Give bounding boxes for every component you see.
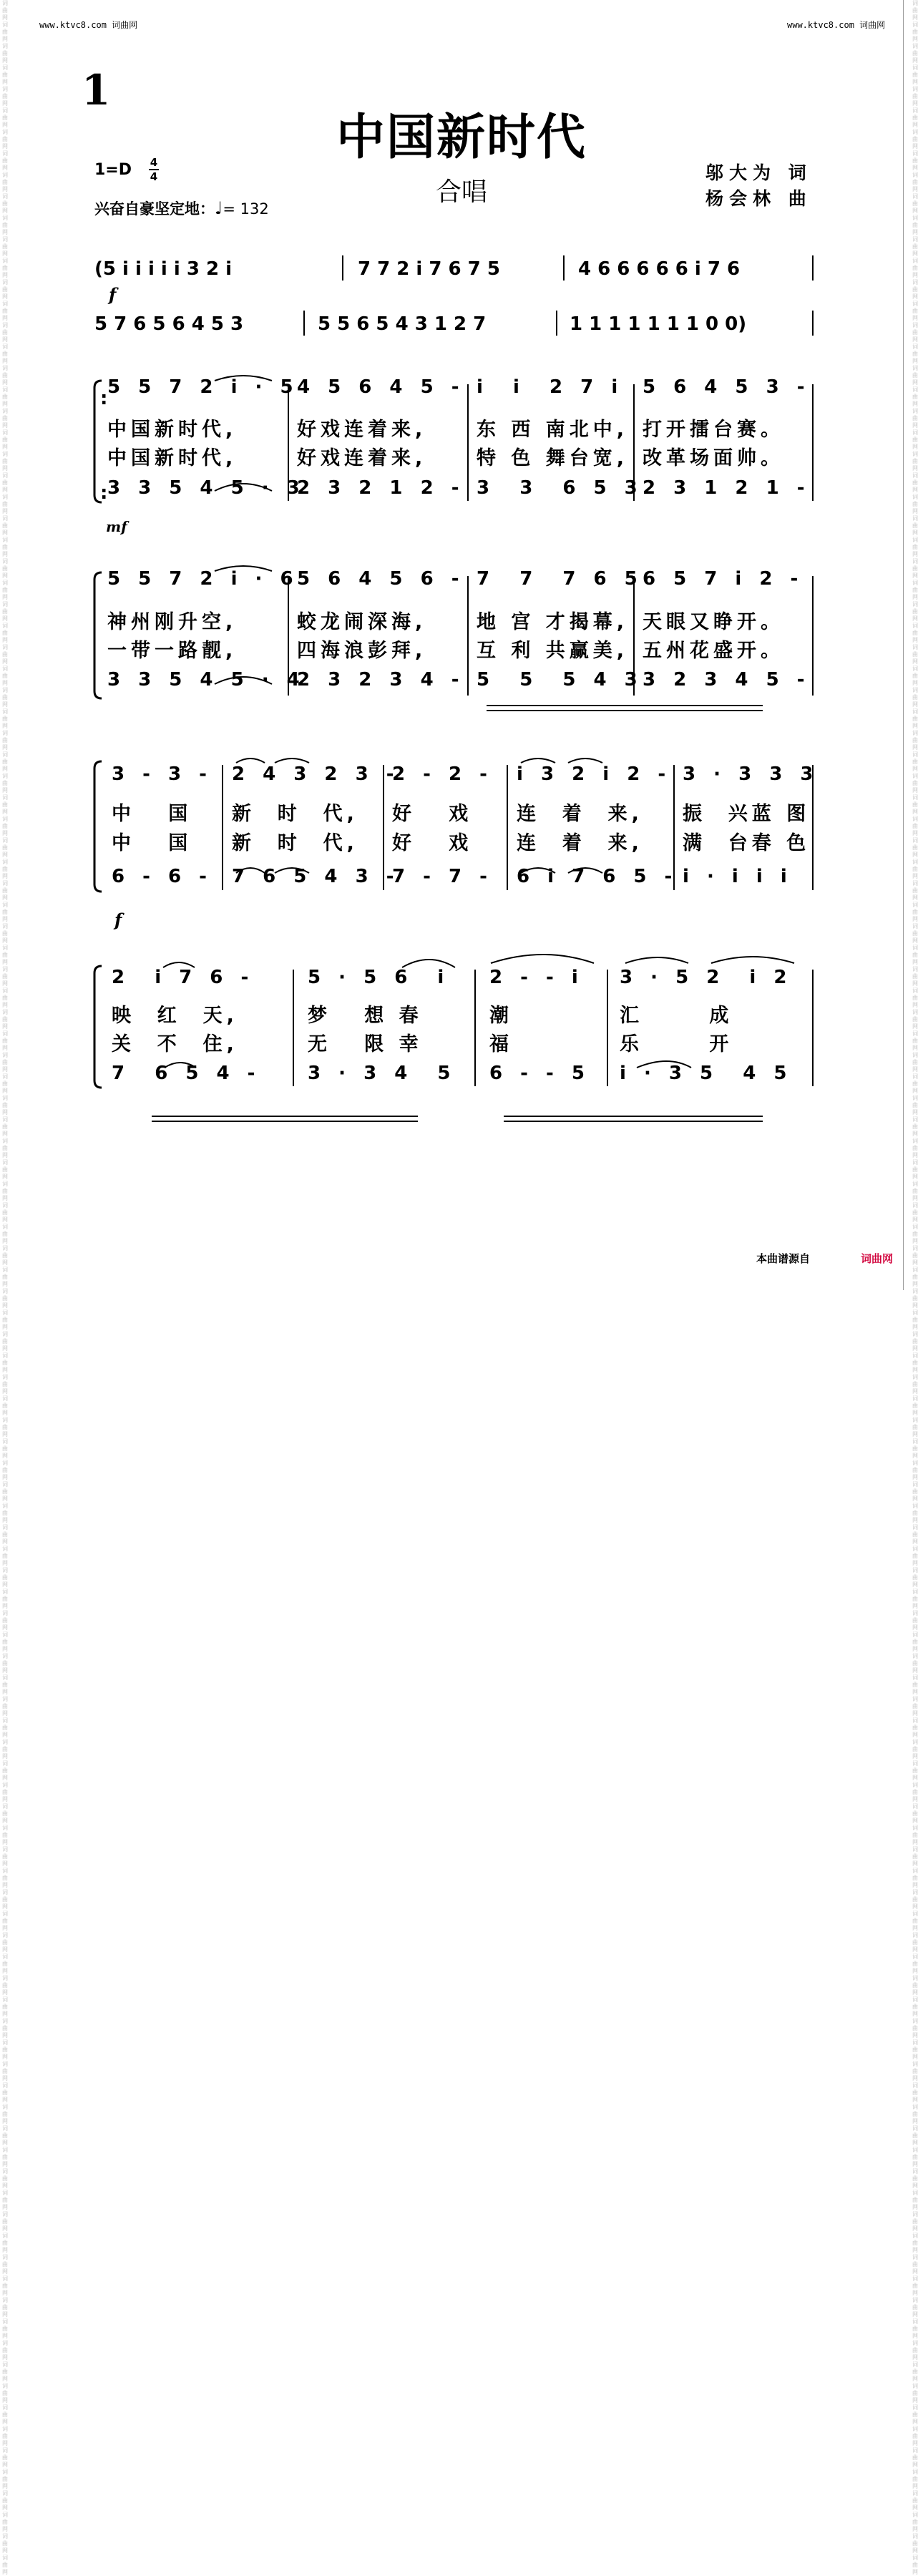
system4-lyric1-measure-3: 潮 <box>489 1005 513 1027</box>
intro-measure-5: 5 5 6 5 4 3 1 2 7 <box>318 313 487 335</box>
system3-bottom-measure-5: i · i i i <box>683 866 793 887</box>
system1-lyric2-measure-4: 改革场面帅。 <box>643 447 784 469</box>
system2-lyric1-measure-2: 蛟龙闹深海, <box>297 611 427 633</box>
system3-top-measure-4: i 3 2 i 2 - <box>517 763 672 785</box>
system1-bottom-measure-4: 2 3 1 2 1 - <box>643 477 811 499</box>
dynamic-f-verse: f <box>114 909 122 930</box>
system3-lyric2-measure-4: 连 着 来, <box>517 832 643 854</box>
system4-lyric2-measure-1: 关 不 住, <box>112 1033 238 1055</box>
system3-lyric1-measure-4: 连 着 来, <box>517 803 643 825</box>
system1-top-measure-2: 4 5 6 4 5 - <box>297 376 465 398</box>
system3-bottom-measure-2: 7 6 5 4 3 - <box>232 866 400 887</box>
system4-lyric2-measure-2: 无 限 幸 <box>308 1033 423 1055</box>
system1-bottom-measure-3: 3 3 6 5 3 <box>477 477 643 499</box>
system4-top-measure-3: 2 - - i <box>489 967 584 988</box>
system1-top-measure-4: 5 6 4 5 3 - <box>643 376 811 398</box>
intro-measure-2: 7 7 2 i 7 6 7 5 <box>358 258 500 280</box>
system1-lyric1-measure-3: 东 西 南北中, <box>477 419 629 441</box>
system1-bottom-measure-1: 3 3 5 4 5 · 3 <box>107 477 306 499</box>
dynamic-f-intro: f <box>109 284 117 305</box>
intro-measure-1: (5 i i i i i 3 2 i <box>94 258 233 280</box>
watermark-right: www.ktvc8.com 词曲网 <box>787 20 886 30</box>
song-subtitle: 合唱 <box>435 177 487 207</box>
system1-lyric1-measure-1: 中国新时代, <box>107 419 238 441</box>
system3-lyric1-measure-2: 新 时 代, <box>232 803 358 825</box>
system3-top-measure-5: 3 · 3 3 3 <box>683 763 819 785</box>
system2-bottom-measure-2: 2 3 2 3 4 - <box>297 669 465 691</box>
system4-bottom-measure-4: i · 3 5 4 5 <box>620 1063 793 1084</box>
system2-bottom-measure-3: 5 5 5 4 3 <box>477 669 643 691</box>
system2-lyric2-measure-4: 五州花盛开。 <box>643 640 784 662</box>
system4-bottom-measure-1: 7 6 5 4 - <box>112 1063 261 1084</box>
system2-lyric2-measure-3: 互 利 共赢美, <box>477 640 629 662</box>
system4-bottom-measure-2: 3 · 3 4 5 <box>308 1063 456 1084</box>
system1-lyric2-measure-3: 特 色 舞台宽, <box>477 447 629 469</box>
composer-credit: 杨会林 曲 <box>705 188 812 209</box>
intro-measure-6: 1 1 1 1 1 1 1 0 0) <box>570 313 747 335</box>
system2-top-measure-2: 5 6 4 5 6 - <box>297 568 465 590</box>
page-number: 1 <box>82 66 111 114</box>
system2-bottom-measure-4: 3 2 3 4 5 - <box>643 669 811 691</box>
system2-lyric1-measure-1: 神州刚升空, <box>107 611 238 633</box>
time-signature-top: 4 <box>150 156 158 169</box>
system1-top-measure-3: i i 2 7 i <box>477 376 624 398</box>
system4-lyric2-measure-3: 福 <box>489 1033 513 1055</box>
system2-top-measure-3: 7 7 7 6 5 <box>477 568 643 590</box>
repeat-sign-bottom: : <box>100 482 108 504</box>
lyricist-credit: 邬大为 词 <box>705 162 812 183</box>
system2-top-measure-4: 6 5 7 i 2 - <box>643 568 804 590</box>
system2-lyric1-measure-3: 地 宫 才揭幕, <box>477 611 629 633</box>
system4-lyric2-measure-4: 乐 开 <box>620 1033 733 1055</box>
system3-top-measure-1: 3 - 3 - <box>112 763 213 785</box>
intro-measure-3: 4 6 6 6 6 6 i 7 6 <box>578 258 741 280</box>
tempo-value: = 132 <box>223 200 269 218</box>
system3-bottom-measure-4: 6 i 7 6 5 - <box>517 866 678 887</box>
intro-measure-4: 5 7 6 5 6 4 5 3 <box>94 313 244 335</box>
system3-lyric2-measure-3: 好 戏 <box>392 832 473 854</box>
dynamic-mf: mf <box>106 518 127 535</box>
system3-bottom-measure-3: 7 - 7 - <box>392 866 493 887</box>
system4-lyric1-measure-1: 映 红 天, <box>112 1005 238 1027</box>
song-title: 中国新时代 <box>336 109 587 166</box>
key-signature: 1=D <box>94 161 132 179</box>
system1-bottom-measure-2: 2 3 2 1 2 - <box>297 477 465 499</box>
system2-bottom-measure-1: 3 3 5 4 5 · 4 <box>107 669 306 691</box>
watermark-left: www.ktvc8.com 词曲网 <box>39 20 138 30</box>
tempo-text: 兴奋自豪坚定地： <box>94 200 215 218</box>
system2-lyric2-measure-1: 一带一路靓, <box>107 640 238 662</box>
system3-lyric2-measure-1: 中 国 <box>112 832 192 854</box>
time-signature-bottom: 4 <box>150 170 158 183</box>
system1-lyric1-measure-4: 打开擂台赛。 <box>643 419 784 441</box>
system2-lyric1-measure-4: 天眼又睁开。 <box>643 611 784 633</box>
side-watermark-right: 词曲网 词曲网 词曲网 词曲网 词曲网 词曲网 词曲网 词曲网 词曲网 词曲网 词曲网 词曲网 词曲网 词曲网 词曲网 词曲网 词曲网 词曲网 词曲网 词曲网 词曲网 词曲网 词曲网 词曲网 词曲网 词曲网 词曲网 词曲网 词曲网 词曲网 词曲网 词曲网 词曲网 词曲网 词曲网 词曲网 词曲网 词曲网 词曲网 词曲网 词曲网 词曲网 词曲网 词曲网 词曲网 词曲网 词曲网 词曲网 词曲网 词曲网 词曲网 词曲网 词曲网 词曲网 词曲网 词曲网 词曲网 词曲网 词曲网 词曲网 词曲网 词曲网 词曲网 词曲网 词曲网 词曲网 词曲网 词曲网 词曲网 词曲网 词曲网 词曲网 词曲网 词曲网 词曲网 词曲网 词曲网 词曲网 词曲网 词曲网 词曲网 词曲网 词曲网 词曲网 词曲网 词曲网 词曲网 词曲网 词曲网 词曲网 词曲网 词曲网 词曲网 词曲网 词曲网 词曲网 词曲网 词曲网 词曲网 词曲网 词曲网 词曲网 词曲网 词曲网 词曲网 词曲网 词曲网 词曲网 词曲网 词曲网 词曲网 词曲网 词曲网 词曲网 词曲网 词曲网 词曲网 词曲网 词曲网 词曲网 <box>912 0 918 2575</box>
system1-lyric2-measure-1: 中国新时代, <box>107 447 238 469</box>
system1-lyric2-measure-2: 好戏连着来, <box>297 447 427 469</box>
system4-lyric1-measure-2: 梦 想 春 <box>308 1005 423 1027</box>
system4-bottom-measure-3: 6 - - 5 <box>489 1063 590 1084</box>
system3-top-measure-2: 2 4 3 2 3 - <box>232 763 400 785</box>
repeat-sign-top: : <box>100 388 108 409</box>
system3-lyric1-measure-1: 中 国 <box>112 803 192 825</box>
system1-top-measure-1: 5 5 7 2 i · 5 <box>107 376 299 398</box>
footer-source: 本曲谱源自 <box>756 1252 811 1265</box>
footer-site: 词曲网 <box>861 1252 894 1265</box>
system3-lyric2-measure-2: 新 时 代, <box>232 832 358 854</box>
system4-lyric1-measure-4: 汇 成 <box>620 1005 733 1027</box>
system3-top-measure-3: 2 - 2 - <box>392 763 493 785</box>
system3-lyric1-measure-3: 好 戏 <box>392 803 473 825</box>
system3-lyric2-measure-5: 满 台春 色 <box>683 832 811 854</box>
system2-top-measure-1: 5 5 7 2 i · 6 <box>107 568 299 590</box>
system3-lyric1-measure-5: 振 兴蓝 图 <box>683 803 811 825</box>
system3-bottom-measure-1: 6 - 6 - <box>112 866 213 887</box>
system4-top-measure-4: 3 · 5 2 i 2 <box>620 967 793 988</box>
quarter-note-icon: ♩ <box>215 198 223 218</box>
side-watermark-left: 词曲网 词曲网 词曲网 词曲网 词曲网 词曲网 词曲网 词曲网 词曲网 词曲网 词曲网 词曲网 词曲网 词曲网 词曲网 词曲网 词曲网 词曲网 词曲网 词曲网 词曲网 词曲网 词曲网 词曲网 词曲网 词曲网 词曲网 词曲网 词曲网 词曲网 词曲网 词曲网 词曲网 词曲网 词曲网 词曲网 词曲网 词曲网 词曲网 词曲网 词曲网 词曲网 词曲网 词曲网 词曲网 词曲网 词曲网 词曲网 词曲网 词曲网 词曲网 词曲网 词曲网 词曲网 词曲网 词曲网 词曲网 词曲网 词曲网 词曲网 词曲网 词曲网 词曲网 词曲网 词曲网 词曲网 词曲网 词曲网 词曲网 词曲网 词曲网 词曲网 词曲网 词曲网 词曲网 词曲网 词曲网 词曲网 词曲网 词曲网 词曲网 词曲网 词曲网 词曲网 词曲网 词曲网 词曲网 词曲网 词曲网 词曲网 词曲网 词曲网 词曲网 词曲网 词曲网 词曲网 词曲网 词曲网 词曲网 词曲网 词曲网 词曲网 词曲网 词曲网 词曲网 词曲网 词曲网 词曲网 词曲网 词曲网 词曲网 词曲网 词曲网 词曲网 词曲网 词曲网 词曲网 词曲网 词曲网 词曲网 <box>2 0 8 2575</box>
system2-lyric2-measure-2: 四海浪彭拜, <box>297 640 427 662</box>
system1-lyric1-measure-2: 好戏连着来, <box>297 419 427 441</box>
system4-top-measure-1: 2 i 7 6 - <box>112 967 255 988</box>
system4-top-measure-2: 5 · 5 6 i <box>308 967 450 988</box>
